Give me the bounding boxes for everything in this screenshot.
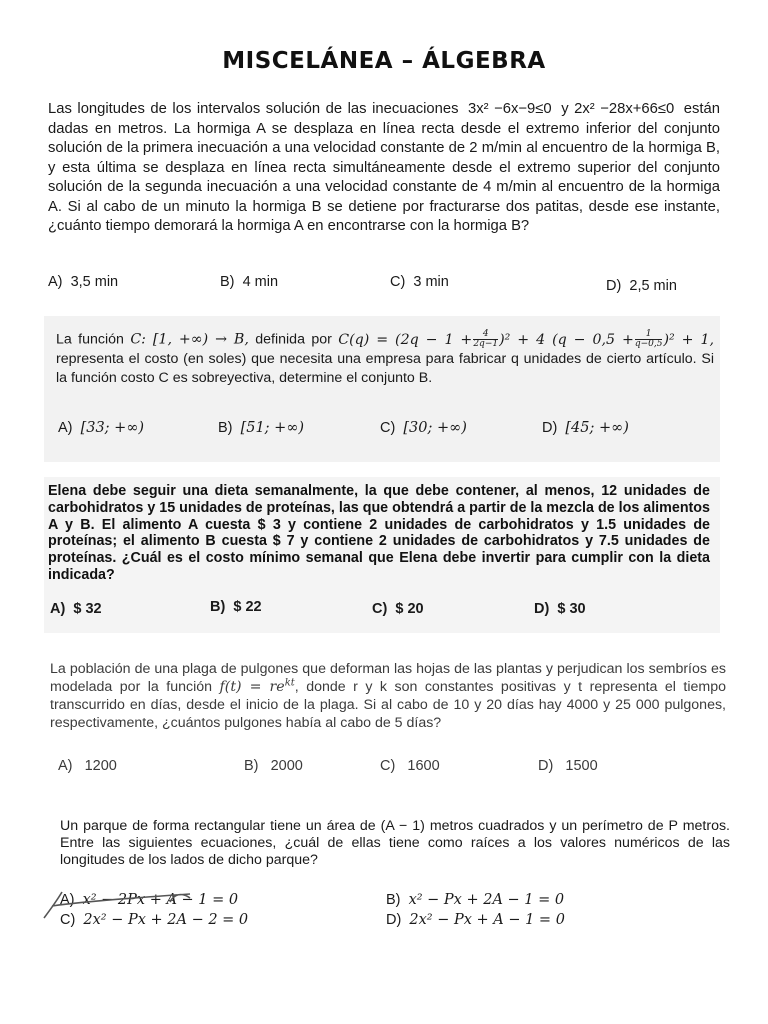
option-d: D) $ 30 <box>534 601 586 617</box>
problem-2-text-a: La función <box>56 331 124 348</box>
problem-1-statement <box>48 100 720 237</box>
problem-3-statement: Elena debe seguir una dieta semanalmente, la que debe contener, al menos, 12 unidades de carbohidratos y 15 unidades de proteínas, las que obtendrá a partir de la mezcla de los alimentos A y B. El alimento A cuesta $ 3 y contiene 2 unidades de carbohidratos y 1.5 unidades de proteínas; el alimento B cuesta $ 7 y contiene 2 unidades de carbohidratos y 7.5 unidades de proteínas. ¿Cuál es el costo mínimo semanal que Elena debe invertir para cumplir con la dieta indicada? <box>48 483 710 583</box>
option-b: B) 4 min <box>220 274 279 290</box>
problem-1-text-a: Las longitudes de los intervalos solución de las inecuaciones <box>48 101 459 117</box>
option-c: C) 1600 <box>380 758 440 774</box>
option-b: B) $ 22 <box>210 599 262 615</box>
inequality-1: 3x² −6x−9≤0 <box>468 101 552 117</box>
problem-2-statement <box>44 330 720 388</box>
option-a: A) x² − 2Px + A − 1 = 0 <box>60 892 239 908</box>
fraction-2: $\frac{1}{q-0,5}$ <box>634 329 663 349</box>
problem-2-text-b: definida por <box>255 331 332 348</box>
option-a: A) 3,5 min <box>48 274 119 290</box>
problem-2-text-c: representa el costo (en soles) que necesita una empresa para fabricar q unidades de cierto artículo. Si la función costo C es sobreyectiva, determine el conjunto B. <box>56 350 714 386</box>
option-d: D) 2x² − Px + A − 1 = 0 <box>386 912 565 928</box>
option-d: D) [45; +∞) <box>542 420 629 436</box>
option-a: A) $ 32 <box>50 601 102 617</box>
problem-3 <box>44 477 720 633</box>
cost-formula: C(q) = (2q − 1 + $\frac{4}{2q-1}$ )² + 4 (q − 0,5 + $\frac{1}{q-0,5}$ )² + 1, <box>338 329 715 349</box>
option-d: D) 2,5 min <box>606 278 677 294</box>
problem-1 <box>48 100 720 294</box>
growth-formula: $f(t) = re^{kt}$ <box>219 677 295 695</box>
option-b: B) [51; +∞) <box>218 420 305 436</box>
problem-5-statement: Un parque de forma rectangular tiene un área de (A − 1) metros cuadrados y un perímetro de P metros. Entre las siguientes ecuaciones, ¿cuál de ellas tiene como raíces a los valores numéricos de las longitudes de los lados de dicho parque? <box>60 818 730 869</box>
option-c: C) 3 min <box>390 274 449 290</box>
problem-4 <box>50 660 726 774</box>
option-a: A) 1200 <box>58 758 117 774</box>
option-d: D) 1500 <box>538 758 598 774</box>
page-title: MISCELÁNEA – ÁLGEBRA <box>222 48 546 74</box>
inequality-2: 2x² −28x+66≤0 <box>574 101 675 117</box>
problem-4-text-a: La población de una plaga de pulgones que deforman las hojas de las plantas y perjudican los sembríos es modelada por la función <box>50 661 726 695</box>
problem-2 <box>44 316 720 462</box>
problem-1-text-c: están dadas en metros. La hormiga A se desplaza en línea recta desde el extremo inferior del conjunto solución de la primera inecuación a una velocidad constante de 2 m/min al encuentro de la hormiga B, y esta última se desplaza en línea recta simultáneamente desde el extremo superior del conjunto solución de la segunda inecuación a una velocidad constante de 4 m/min al encuentro de la hormiga A. Si al cabo de un minuto la hormiga B se detiene por fracturarse dos patitas, desde ese instante, ¿cuánto tiempo demorará la hormiga A en encontrarse con la hormiga B? <box>48 101 720 234</box>
problem-1-text-b: y <box>561 101 569 117</box>
option-a: A) [33; +∞) <box>58 420 145 436</box>
option-b: B) 2000 <box>244 758 303 774</box>
handwritten-mark-icon <box>40 884 270 924</box>
fraction-1: $\frac{4}{2q-1}$ <box>473 329 499 349</box>
problem-4-text-b: , donde r y k son constantes positivas y t representa el tiempo transcurrido en días, desde el inicio de la plaga. Si al cabo de 10 y 20 días hay 4000 y 25 000 pulgones, respectivamente, ¿cuántos pulgones había al cabo de 5 días? <box>50 679 726 731</box>
option-c: C) [30; +∞) <box>380 420 467 436</box>
option-b: B) x² − Px + 2A − 1 = 0 <box>386 892 565 908</box>
problem-5 <box>60 818 730 928</box>
option-c: C) 2x² − Px + 2A − 2 = 0 <box>60 912 249 928</box>
function-definition: C: [1, +∞) → B, <box>130 331 249 348</box>
option-c: C) $ 20 <box>372 601 424 617</box>
problem-4-statement <box>50 660 726 732</box>
